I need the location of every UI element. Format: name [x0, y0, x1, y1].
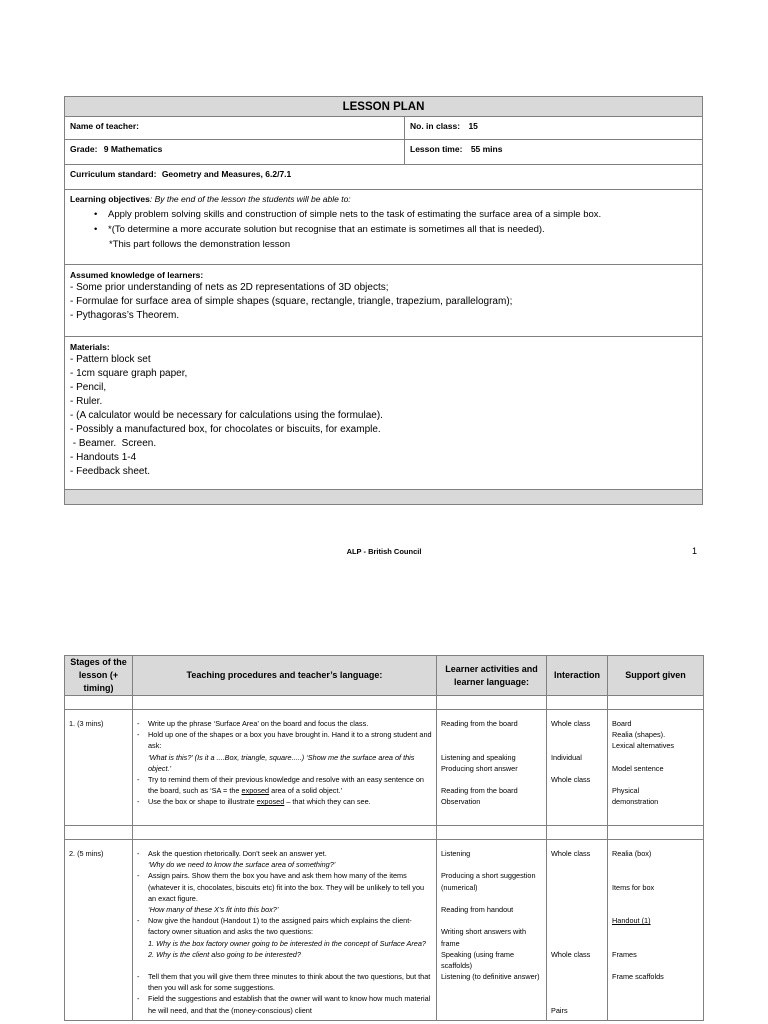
procedure-item: - Ask the question rhetorically. Don’t seek an answer yet. ‘Why do we need to know the surface area of something?’: [137, 849, 336, 870]
spacer-row: [65, 696, 704, 710]
stage-row-2: [65, 840, 704, 1021]
teacher-row: [65, 117, 702, 140]
bullet-icon: •: [94, 224, 98, 235]
knowledge-item: - Formulae for surface area of simple shapes (square, rectangle, triangle, trapezium, parallelogram);: [70, 296, 513, 307]
bullet-icon: •: [94, 209, 98, 220]
lesson-time-label: Lesson time:: [410, 144, 463, 154]
stage-cell: 2. (5 mins): [65, 840, 133, 1021]
lesson-plan-table: [64, 96, 703, 505]
lesson-plan-footer-bar: [65, 490, 702, 504]
stage-cell: 1. (3 mins): [65, 710, 133, 826]
procedure-item: - Try to remind them of their previous knowledge and resolve with an easy sentence on the board, such as ‘SA = the exposed area of a solid object.’: [137, 775, 424, 796]
teaching-cell: [133, 840, 437, 1021]
materials-label: Materials:: [70, 342, 110, 352]
interaction-cell: Whole class Individual Whole class: [547, 710, 608, 826]
class-size-cell: [405, 117, 702, 139]
objectives-row: [65, 190, 702, 265]
grade-value: 9 Mathematics: [103, 144, 163, 154]
learner-cell: Reading from the board Listening and speaking Producing short answer Reading from the board Observation: [437, 710, 547, 826]
interaction-cell: Whole class Whole class Pairs: [547, 840, 608, 1021]
curriculum-value: Geometry and Measures, 6.2/7.1: [161, 169, 292, 179]
class-size-value: 15: [468, 121, 478, 131]
material-item: - (A calculator would be necessary for calculations using the formulae).: [70, 410, 383, 421]
learner-cell: Listening Producing a short suggestion (numerical) Reading from handout Writing short answers with frame Speaking (using frame scaffolds) Listening (to definitive answer): [437, 840, 547, 1021]
lesson-time-cell: [405, 140, 702, 164]
material-item: - Beamer. Screen.: [70, 438, 157, 449]
materials-row: [65, 337, 702, 490]
knowledge-item: - Pythagoras’s Theorem.: [70, 310, 180, 321]
material-item: - 1cm square graph paper,: [70, 368, 188, 379]
objectives-note: *This part follows the demonstration lesson: [109, 239, 291, 250]
header-teaching: Teaching procedures and teacher’s language:: [133, 656, 437, 696]
procedure-item: - Field the suggestions and establish that the owner will want to know how much material he will need, and that the (money-conscious) client: [137, 994, 431, 1015]
procedure-item: - Use the box or shape to illustrate exposed – that which they can see.: [137, 797, 371, 807]
material-item: - Feedback sheet.: [70, 466, 151, 477]
page-number: 1: [692, 546, 698, 556]
knowledge-row: [65, 265, 702, 337]
material-item: - Handouts 1-4: [70, 452, 137, 463]
support-cell: Realia (box) Items for box Handout (1) Frames Frame scaffolds: [608, 840, 704, 1021]
procedure-item: - Hold up one of the shapes or a box you have brought in. Hand it to a strong student and ask: ‘What is this?’ (Is it a ....Box, triangle, square.....) ‘Show me the surface area of this object.’: [137, 730, 432, 773]
header-learner: Learner activities and learner language:: [437, 656, 547, 696]
objective-item: • *(To determine a more accurate solution but recognise that an estimate is sometimes all that is needed).: [94, 224, 545, 235]
stage-row-1: [65, 710, 704, 826]
knowledge-item: - Some prior understanding of nets as 2D representations of 3D objects;: [70, 282, 389, 293]
header-support: Support given: [608, 656, 704, 696]
material-item: - Ruler.: [70, 396, 103, 407]
class-size-label: No. in class:: [410, 121, 461, 131]
material-item: - Possibly a manufactured box, for chocolates or biscuits, for example.: [70, 424, 381, 435]
procedure-item: - Write up the phrase ‘Surface Area’ on the board and focus the class.: [137, 719, 369, 728]
procedure-item: - Tell them that you will give them three minutes to think about the two questions, but that then you will ask for some suggestions.: [137, 972, 431, 993]
material-item: - Pencil,: [70, 382, 107, 393]
procedure-item: - Assign pairs. Show them the box you have and ask them how many of the items (whatever it is, chocolates, biscuits etc) fit into the box. They will be unlikely to tell you an exact figure. ‘How many of these X’s fit into this box?’: [137, 871, 425, 915]
teacher-cell: [65, 117, 405, 139]
curriculum-row: [65, 165, 702, 190]
teaching-cell: [133, 710, 437, 826]
page-footer: ALP - British Council: [346, 547, 422, 556]
knowledge-label: Assumed knowledge of learners:: [70, 270, 204, 280]
objectives-list: [70, 207, 697, 237]
lesson-time-value: 55 mins: [470, 144, 503, 154]
header-stage: Stages of the lesson (+ timing): [65, 656, 133, 696]
grade-cell: [65, 140, 405, 164]
objectives-label: Learning objectives: [70, 194, 150, 204]
objectives-intro: : By the end of the lesson the students will be able to:: [149, 194, 351, 204]
procedures-table: [64, 655, 704, 1021]
procedures-header-row: [65, 656, 704, 696]
lesson-plan-title: LESSON PLAN: [65, 97, 702, 117]
teacher-label: Name of teacher:: [70, 121, 139, 131]
grade-row: [65, 140, 702, 165]
grade-label: Grade:: [70, 144, 98, 154]
header-interaction: Interaction: [547, 656, 608, 696]
curriculum-label: Curriculum standard:: [70, 169, 157, 179]
objective-item: • Apply problem solving skills and construction of simple nets to the task of estimating the surface area of a simple box.: [94, 209, 602, 220]
support-cell: Board Realia (shapes). Lexical alternatives Model sentence Physical demonstration: [608, 710, 704, 826]
spacer-row: [65, 826, 704, 840]
material-item: - Pattern block set: [70, 354, 151, 365]
procedure-item: - Now give the handout (Handout 1) to the assigned pairs which explains the client-factory owner situation and asks the two questions: 1. Why is the box factory owner going to be interested in the concept of Surface Area? 2. Why is the client also going to be interested?: [137, 916, 426, 959]
